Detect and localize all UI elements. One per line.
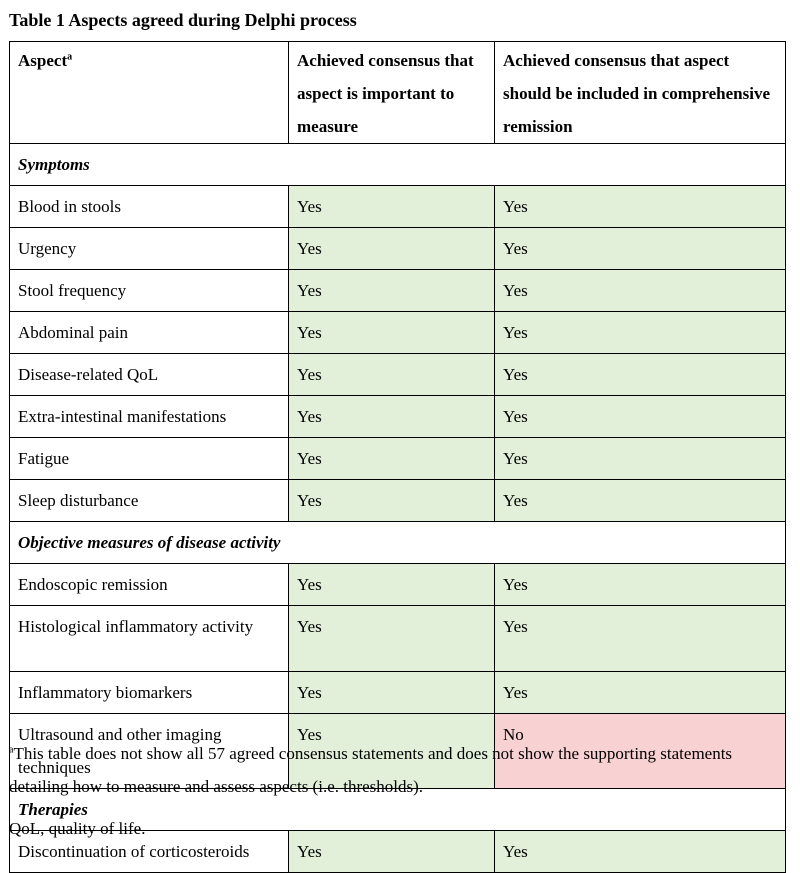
measure-consensus-cell: Yes — [289, 228, 495, 270]
section-heading: Symptoms — [10, 144, 786, 186]
aspect-cell: Urgency — [10, 228, 289, 270]
remission-consensus-cell: Yes — [495, 396, 786, 438]
measure-consensus-cell: Yes — [289, 831, 495, 873]
table-row — [10, 564, 786, 606]
measure-consensus-cell: Yes — [289, 714, 495, 789]
header-aspect-footnote-marker: a — [67, 51, 73, 63]
aspect-cell: Ultrasound and other imaging techniques — [10, 714, 289, 789]
header-important-to-measure: Achieved consensus that aspect is important to measure — [289, 42, 495, 144]
aspect-cell: Extra-intestinal manifestations — [10, 396, 289, 438]
footnote-text: This table does not show all 57 agreed consensus statements and does not show the supporting statements detailing how to measure and assess aspects (i.e. thresholds). — [9, 744, 733, 796]
aspect-cell: Sleep disturbance — [10, 480, 289, 522]
aspect-cell: Inflammatory biomarkers — [10, 672, 289, 714]
remission-consensus-cell: Yes — [495, 186, 786, 228]
table-row — [10, 228, 786, 270]
aspect-cell: Fatigue — [10, 438, 289, 480]
table-row — [10, 354, 786, 396]
remission-consensus-cell: Yes — [495, 354, 786, 396]
remission-consensus-cell: Yes — [495, 831, 786, 873]
remission-consensus-cell: Yes — [495, 270, 786, 312]
table-row — [10, 480, 786, 522]
remission-consensus-cell: Yes — [495, 312, 786, 354]
header-included-in-remission: Achieved consensus that aspect should be included in comprehensive remission — [495, 42, 786, 144]
aspect-cell: Disease-related QoL — [10, 354, 289, 396]
remission-consensus-cell: No — [495, 714, 786, 789]
footnote-abbreviations: QoL, quality of life. — [9, 819, 146, 838]
measure-consensus-cell: Yes — [289, 186, 495, 228]
section-row — [10, 522, 786, 564]
table-row — [10, 312, 786, 354]
measure-consensus-cell: Yes — [289, 270, 495, 312]
remission-consensus-cell: Yes — [495, 606, 786, 672]
footnote-marker: a — [9, 744, 14, 756]
section-row — [10, 144, 786, 186]
table-row — [10, 396, 786, 438]
aspect-cell: Blood in stools — [10, 186, 289, 228]
table-title: Table 1 Aspects agreed during Delphi process — [9, 10, 357, 30]
measure-consensus-cell: Yes — [289, 606, 495, 672]
remission-consensus-cell: Yes — [495, 480, 786, 522]
aspect-cell: Histological inflammatory activity — [10, 606, 289, 672]
remission-consensus-cell: Yes — [495, 228, 786, 270]
table-row — [10, 438, 786, 480]
table-row — [10, 186, 786, 228]
aspect-cell: Abdominal pain — [10, 312, 289, 354]
measure-consensus-cell: Yes — [289, 438, 495, 480]
table-row — [10, 672, 786, 714]
remission-consensus-cell: Yes — [495, 672, 786, 714]
measure-consensus-cell: Yes — [289, 480, 495, 522]
measure-consensus-cell: Yes — [289, 354, 495, 396]
remission-consensus-cell: Yes — [495, 438, 786, 480]
measure-consensus-cell: Yes — [289, 312, 495, 354]
header-aspect: Aspect$^a$ — [10, 42, 289, 144]
remission-consensus-cell: Yes — [495, 564, 786, 606]
measure-consensus-cell: Yes — [289, 396, 495, 438]
measure-consensus-cell: Yes — [289, 564, 495, 606]
aspect-cell: Discontinuation of corticosteroids — [10, 831, 289, 873]
aspect-cell: Stool frequency — [10, 270, 289, 312]
table-row — [10, 606, 786, 672]
section-heading: Therapies — [10, 789, 786, 831]
table-row — [10, 270, 786, 312]
header-row — [10, 42, 786, 144]
measure-consensus-cell: Yes — [289, 672, 495, 714]
footnote-a — [9, 737, 791, 803]
section-heading: Objective measures of disease activity — [10, 522, 786, 564]
aspect-cell: Endoscopic remission — [10, 564, 289, 606]
